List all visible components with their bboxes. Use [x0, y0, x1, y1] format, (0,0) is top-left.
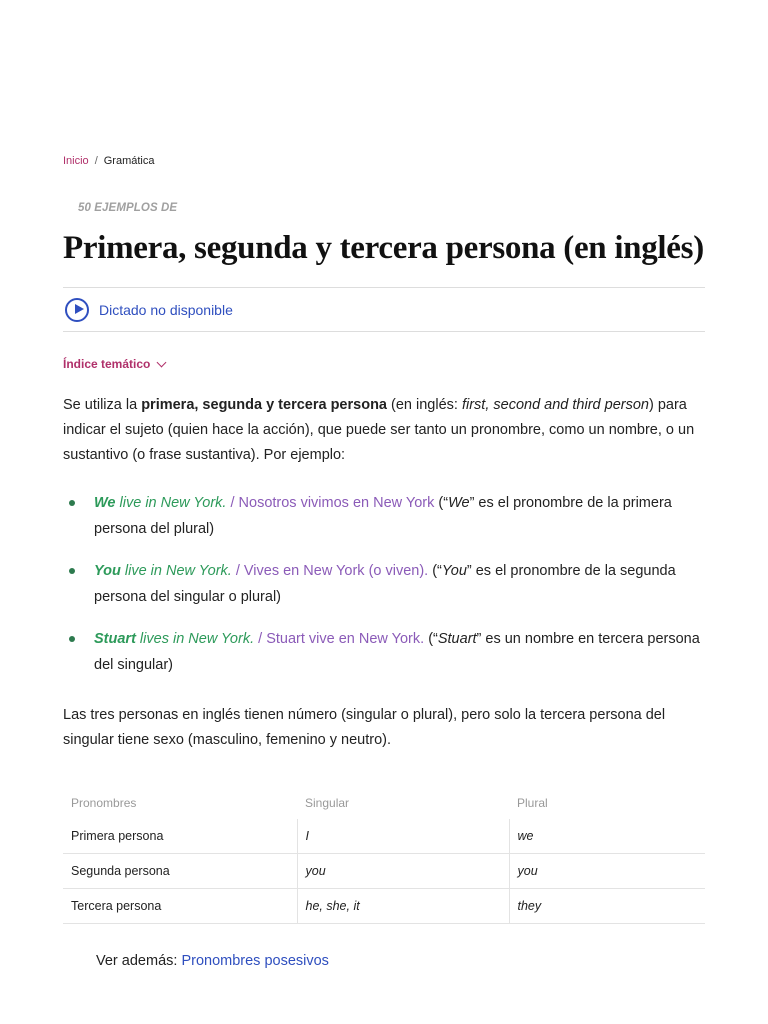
chevron-down-icon	[157, 357, 167, 367]
note-rest: ” es un nombre en tercera persona del singular)	[94, 631, 700, 673]
see-also-link[interactable]: Pronombres posesivos	[181, 953, 329, 969]
table-cell: he, she, it	[297, 889, 509, 924]
sentence-rest: lives in New York.	[135, 631, 255, 647]
index-toggle[interactable]	[63, 357, 165, 371]
table-cell: Tercera persona	[63, 889, 297, 924]
english-sentence	[94, 495, 226, 511]
intro-bold: primera, segunda y tercera persona	[141, 397, 387, 413]
spanish-translation: / Stuart vive en New York.	[254, 631, 425, 647]
examples-list	[63, 490, 703, 694]
dictation-bar	[63, 287, 705, 332]
table-cell: you	[297, 854, 509, 889]
page-title: Primera, segunda y tercera persona (en inglés)	[63, 230, 704, 266]
english-sentence	[94, 563, 232, 579]
note-open: (“	[434, 495, 449, 511]
sentence-rest: live in New York.	[120, 563, 232, 579]
spanish-translation: / Nosotros vivimos en New York	[226, 495, 435, 511]
intro-paragraph	[63, 393, 703, 468]
table-cell: they	[509, 889, 705, 924]
note-term: You	[441, 563, 467, 579]
table-header-row	[63, 786, 705, 819]
bullet-icon	[69, 636, 75, 642]
column-header: Singular	[305, 796, 350, 810]
subject: You	[94, 563, 121, 579]
table-cell: we	[509, 819, 705, 854]
table-cell: I	[297, 819, 509, 854]
note-open: (“	[428, 563, 442, 579]
intro-italic: first, second and third person	[461, 397, 649, 413]
dictation-label[interactable]: Dictado no disponible	[99, 301, 233, 318]
list-item	[63, 490, 703, 542]
note-rest: ” es el pronombre de la primera persona del plural)	[94, 495, 672, 537]
index-label: Índice temático	[63, 357, 151, 371]
list-item	[63, 558, 703, 610]
intro-text-2: (en inglés:	[387, 397, 462, 413]
note-rest: ” es el pronombre de la segunda persona del singular o plural)	[94, 563, 676, 605]
note-term: We	[448, 495, 470, 511]
subject: We	[94, 495, 116, 511]
table-cell: you	[509, 854, 705, 889]
column-header: Pronombres	[71, 796, 137, 810]
bullet-icon	[69, 500, 75, 506]
breadcrumb-separator: /	[94, 155, 98, 167]
table-row	[63, 889, 705, 924]
table-cell: Segunda persona	[63, 854, 297, 889]
see-also	[96, 953, 329, 969]
breadcrumb-home-link[interactable]: Inicio	[63, 155, 89, 167]
english-sentence	[94, 631, 254, 647]
breadcrumb	[63, 155, 155, 167]
bullet-icon	[69, 568, 75, 574]
kicker-label: 50 EJEMPLOS DE	[78, 202, 178, 214]
sentence-rest: live in New York.	[115, 495, 227, 511]
table-row	[63, 819, 705, 854]
note-term: Stuart	[437, 631, 477, 647]
intro-text-1: Se utiliza la	[63, 397, 142, 413]
list-item	[63, 626, 703, 678]
spanish-translation: / Vives en New York (o viven).	[231, 563, 429, 579]
pronouns-table	[63, 786, 705, 924]
play-icon[interactable]	[65, 298, 89, 322]
table-cell: Primera persona	[63, 819, 297, 854]
table-row	[63, 854, 705, 889]
column-header: Plural	[517, 796, 548, 810]
subject: Stuart	[94, 631, 136, 647]
number-gender-paragraph: Las tres personas en inglés tienen número (singular o plural), pero solo la tercera persona del singular tiene sexo (masculino, femenino y neutro).	[63, 707, 666, 748]
intro-text-3: ) para indicar el sujeto (quien hace la acción), que puede ser tanto un pronombre, como un nombre, o un sustantivo (o frase sustantiva). Por ejemplo:	[63, 397, 695, 463]
see-also-label: Ver además:	[96, 953, 182, 969]
breadcrumb-current: Gramática	[103, 155, 155, 167]
note-open: (“	[424, 631, 438, 647]
